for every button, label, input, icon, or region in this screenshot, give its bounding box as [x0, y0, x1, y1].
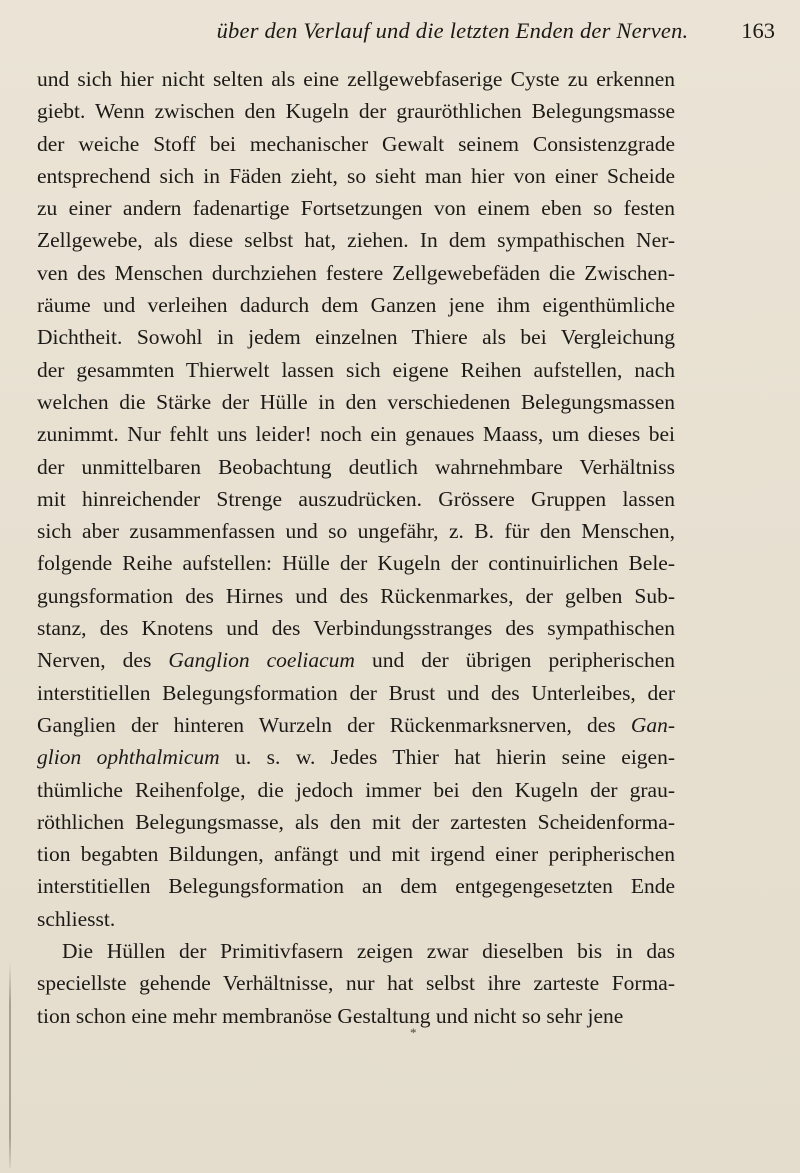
- text-line: [37, 677, 675, 709]
- text-line: [37, 774, 675, 806]
- text-segment: welchen die Stärke der Hülle in den verschiedenen Belegungsmassen: [37, 389, 675, 414]
- text-segment: thümliche Reihenfolge, die jedoch immer bei den Kugeln der grau-: [37, 777, 675, 802]
- text-segment: der gesammten Thierwelt lassen sich eigene Reihen aufstellen, nach: [37, 357, 675, 382]
- text-line: [37, 289, 675, 321]
- text-line: [37, 354, 675, 386]
- running-title: über den Verlauf und die letzten Enden der Nerven.: [216, 18, 689, 43]
- text-segment: der weiche Stoff bei mechanischer Gewalt seinem Consistenzgrade: [37, 131, 675, 156]
- text-line: [37, 838, 675, 870]
- text-line: [37, 870, 675, 902]
- text-line: [37, 547, 675, 579]
- text-line: [37, 1000, 675, 1032]
- text-segment: der unmittelbaren Beobachtung deutlich wahrnehmbare Verhältniss: [37, 454, 675, 479]
- text-segment: stanz, des Knotens und des Verbindungsstranges des sympathischen: [37, 616, 675, 641]
- text-segment: folgende Reihe aufstellen: Hülle der Kugeln der continuirlichen Bele-: [37, 551, 675, 576]
- text-segment: und der übrigen peripherischen: [354, 648, 675, 673]
- text-segment: tion begabten Bildungen, anfängt und mit irgend einer peripherischen: [37, 842, 675, 867]
- text-segment: gungsformation des Hirnes und des Rückenmarkes, der gelben Sub-: [37, 583, 675, 608]
- text-line: [37, 386, 675, 418]
- text-line: [37, 644, 675, 676]
- text-line: [37, 192, 675, 224]
- text-segment: und sich hier nicht selten als eine zellgewebfaserige Cyste zu erkennen: [37, 67, 675, 91]
- text-line: [37, 321, 675, 353]
- text-line: [37, 483, 675, 515]
- text-segment: Die Hüllen der Primitivfasern zeigen zwar dieselben bis in das: [62, 939, 675, 964]
- text-line: [37, 160, 675, 192]
- italic-term: Gan-: [630, 712, 675, 737]
- text-segment: zunimmt. Nur fehlt uns leider! noch ein genaues Maass, um dieses bei: [37, 422, 675, 447]
- text-line: [37, 935, 675, 967]
- text-line: [37, 257, 675, 289]
- text-line: [37, 967, 675, 999]
- text-segment: speciellste gehende Verhältnisse, nur hat selbst ihre zarteste Forma-: [37, 971, 675, 996]
- body-text: [37, 63, 675, 1032]
- text-line: [37, 741, 675, 773]
- text-segment: ven des Menschen durchziehen festere Zellgewebefäden die Zwischen-: [37, 260, 675, 285]
- text-segment: u. s. w. Jedes Thier hat hierin seine eigen-: [219, 745, 676, 770]
- text-segment: interstitiellen Belegungsformation der Brust und des Unterleibes, der: [37, 680, 675, 705]
- text-segment: Ganglien der hinteren Wurzeln der Rückenmarksnerven, des: [37, 712, 631, 737]
- text-line: [37, 515, 675, 547]
- text-line: [37, 63, 675, 95]
- text-segment: tion schon eine mehr membranöse Gestaltung und nicht so sehr jene: [37, 1003, 624, 1028]
- text-segment: räume und verleihen dadurch dem Ganzen jene ihm eigenthümliche: [37, 293, 675, 318]
- text-segment: schliesst.: [37, 906, 116, 931]
- text-segment: zu einer andern fadenartige Fortsetzungen von einem eben so festen: [37, 196, 675, 221]
- margin-shadow: [9, 962, 11, 1168]
- text-segment: röthlichen Belegungsmasse, als den mit der zartesten Scheidenforma-: [37, 809, 675, 834]
- text-line: [37, 580, 675, 612]
- text-segment: giebt. Wenn zwischen den Kugeln der grauröthlichen Belegungsmasse: [37, 99, 675, 124]
- page-number: 163: [741, 18, 775, 43]
- text-line: [37, 903, 675, 935]
- text-line: [37, 128, 675, 160]
- italic-term: Ganglion coeliacum: [168, 648, 355, 673]
- text-line: [37, 451, 675, 483]
- text-line: [37, 418, 675, 450]
- footer-mark: *: [410, 1025, 417, 1040]
- text-segment: entsprechend sich in Fäden zieht, so sieht man hier von einer Scheide: [37, 163, 675, 188]
- text-line: [37, 806, 675, 838]
- text-line: [37, 612, 675, 644]
- italic-term: glion ophthalmicum: [37, 745, 220, 770]
- page-header: [130, 18, 775, 50]
- text-segment: sich aber zusammenfassen und so ungefähr, z. B. für den Menschen,: [37, 519, 675, 544]
- text-line: [37, 95, 675, 127]
- text-line: [37, 709, 675, 741]
- text-segment: Zellgewebe, als diese selbst hat, ziehen. In dem sympathischen Ner-: [37, 228, 675, 253]
- text-segment: interstitiellen Belegungsformation an dem entgegengesetzten Ende: [37, 874, 675, 899]
- text-segment: Nerven, des: [37, 648, 169, 673]
- text-segment: mit hinreichender Strenge auszudrücken. Grössere Gruppen lassen: [37, 486, 675, 511]
- text-segment: Dichtheit. Sowohl in jedem einzelnen Thiere als bei Vergleichung: [37, 325, 675, 350]
- text-line: [37, 224, 675, 256]
